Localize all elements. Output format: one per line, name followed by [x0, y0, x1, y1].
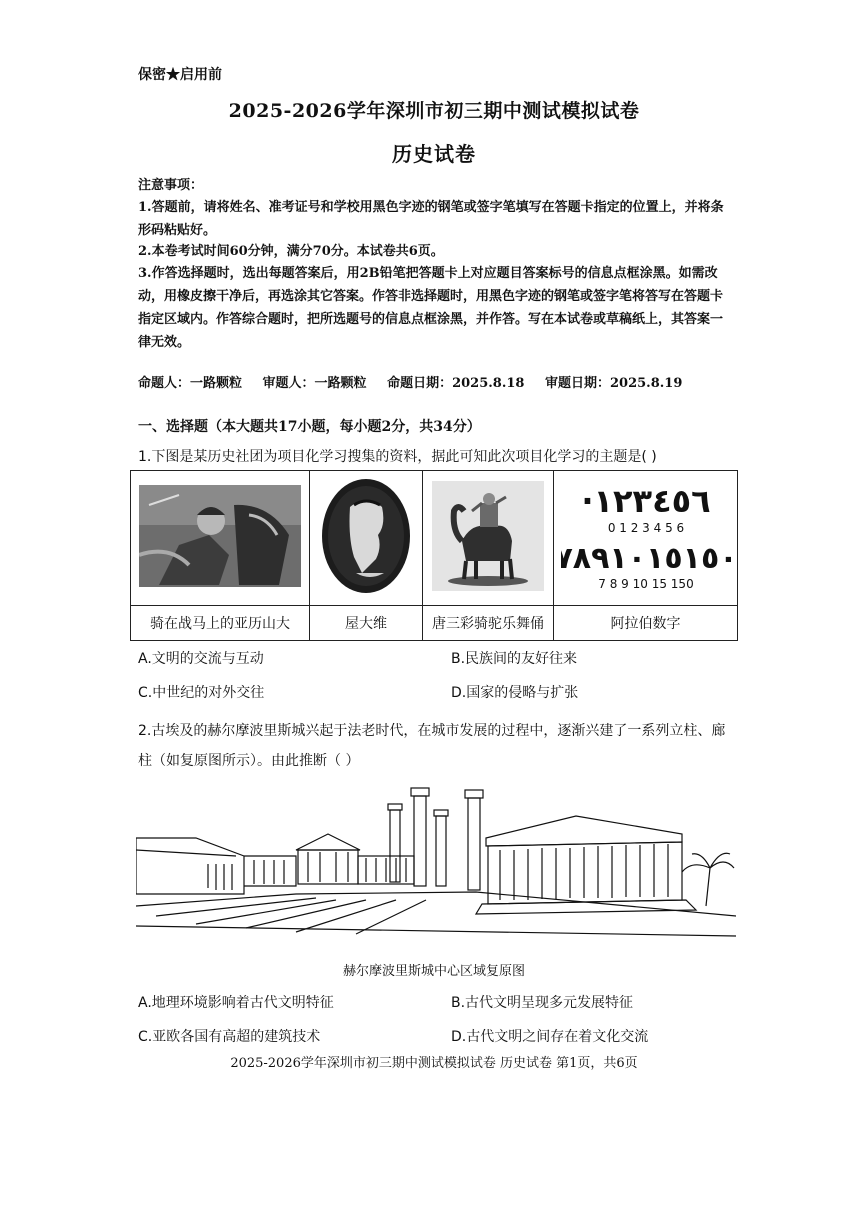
- q1-option-d: D.国家的侵略与扩张: [451, 685, 579, 701]
- caption-arabic-numerals: 阿拉伯数字: [554, 606, 738, 641]
- setter: 命题人：一路颗粒: [138, 376, 243, 391]
- alexander-mosaic-image: [139, 485, 301, 587]
- set-date: 命题日期：2025.8.18: [387, 376, 525, 391]
- caption-camel: 唐三彩骑驼乐舞俑: [423, 606, 554, 641]
- page-footer: 2025-2026学年深圳市初三期中测试模拟试卷 历史试卷 第1页，共6页: [230, 1056, 638, 1071]
- arabic-numerals-row-1: ·١٢٣٤٥٦: [580, 482, 711, 520]
- question-1-figure-table: [130, 470, 738, 641]
- alexander-image-cell: [131, 471, 310, 606]
- hermopolis-reconstruction-image: [136, 776, 736, 946]
- notice-item-1: 1.答题前，请将姓名、准考证号和学校用黑色字迹的钢笔或签字笔填写在答题卡指定的位置上，并将条形码粘贴好。: [138, 200, 724, 238]
- western-numerals-row-2: 7 8 9 10 15 150: [597, 577, 694, 591]
- caption-octavian: 屋大维: [310, 606, 423, 641]
- q2-option-d: D.古代文明之间存在着文化交流: [451, 1029, 649, 1045]
- section-title: 一、选择题（本大题共17小题，每小题2分，共34分）: [138, 419, 481, 435]
- q1-option-a: A.文明的交流与互动: [138, 651, 264, 667]
- arabic-numerals-image: [561, 476, 731, 596]
- octavian-image-cell: [310, 471, 423, 606]
- reviewer: 审题人：一路颗粒: [262, 376, 367, 391]
- notice-item-3: 3.作答选择题时，选出每题答案后，用2B铅笔把答题卡上对应题目答案标号的信息点框涂黑。如需改动，用橡皮擦干净后，再选涂其它答案。作答非选择题时，用黑色字迹的钢笔或签字笔将答写在答题卡指定区域内。作答综合题时，把所选题号的信息点框涂黑，并作答。写在本试卷或草稿纸上，其答案一律无效。: [138, 266, 724, 350]
- q1-option-c: C.中世纪的对外交往: [138, 685, 265, 701]
- q1-option-b: B.民族间的友好往来: [451, 651, 578, 667]
- exam-title: 2025-2026学年深圳市初三期中测试模拟试卷: [228, 100, 640, 122]
- camel-image-cell: [423, 471, 554, 606]
- review-date: 审题日期：2025.8.19: [545, 376, 683, 391]
- question-1-stem: 1.下图是某历史社团为项目化学习搜集的资料，据此可知此次项目化学习的主题是( ): [138, 449, 657, 465]
- q2-option-a: A.地理环境影响着古代文明特征: [138, 995, 334, 1011]
- tang-sancai-camel-image: [432, 481, 544, 591]
- caption-alexander: 骑在战马上的亚历山大: [131, 606, 310, 641]
- notice-heading: 注意事项：: [138, 178, 204, 193]
- exam-meta: [138, 372, 698, 391]
- question-2-stem: 2.古埃及的赫尔摩波里斯城兴起于法老时代，在城市发展的过程中，逐渐兴建了一系列立柱、廊柱（如复原图所示）。由此推断（ ）: [138, 723, 726, 769]
- notice-item-2: 2.本卷考试时间60分钟，满分70分。本试卷共6页。: [138, 244, 444, 259]
- octavian-cameo-image: [320, 477, 412, 595]
- western-numerals-row-1: 0 1 2 3 4 5 6: [607, 521, 684, 535]
- confidential-label: 保密★启用前: [138, 67, 222, 83]
- q2-option-b: B.古代文明呈现多元发展特征: [451, 995, 634, 1011]
- figure-caption: 赫尔摩波里斯城中心区域复原图: [342, 964, 525, 979]
- q2-option-c: C.亚欧各国有高超的建筑技术: [138, 1029, 321, 1045]
- arabic-numerals-cell: [554, 471, 738, 606]
- exam-subject: 历史试卷: [392, 142, 476, 166]
- arabic-numerals-row-2: ٧٨٩١٠١٥١٥٠: [560, 541, 731, 576]
